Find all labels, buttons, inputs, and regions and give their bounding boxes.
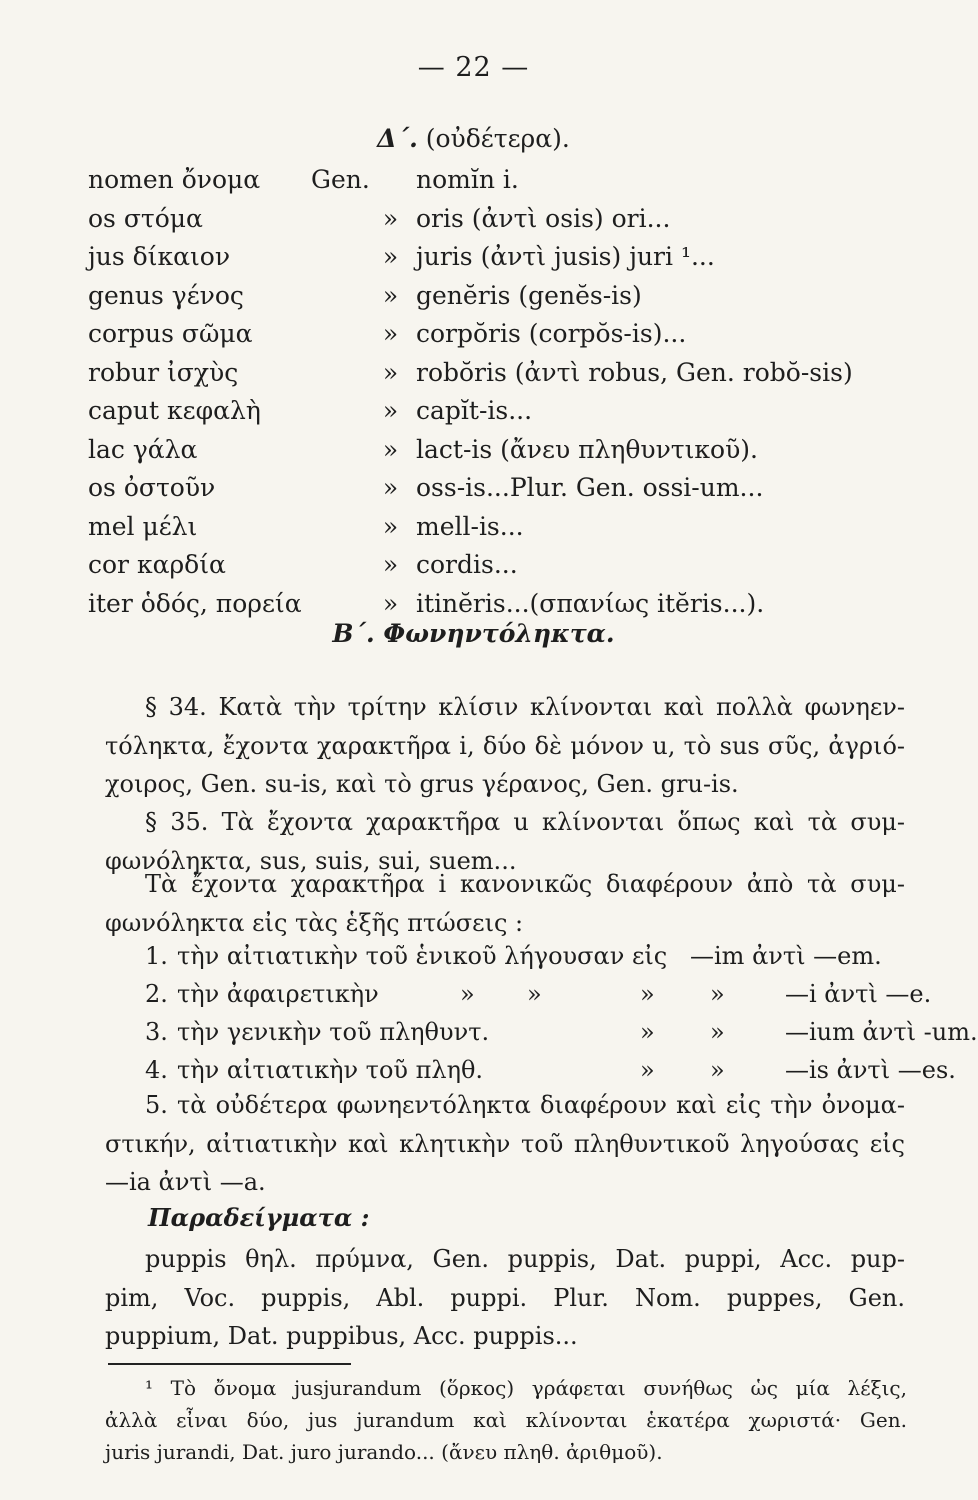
- rule-number: 2.: [145, 980, 168, 1008]
- section-title: (οὐδέτερα).: [425, 124, 570, 153]
- text-line: στικήν, αἰτιατικὴν καὶ κλητικὴν τοῦ πληθυντικοῦ ληγούσας εἰς: [105, 1129, 905, 1158]
- ditto-mark: »: [640, 1056, 655, 1084]
- examples-heading: Παραδείγματα :: [148, 1203, 370, 1232]
- text-line: puppium, Dat. puppibus, Acc. puppis...: [105, 1322, 578, 1350]
- case-label: »: [382, 203, 399, 233]
- nominative: genus γένος: [88, 280, 244, 310]
- genitive: juris (ἀντὶ jusis) juri ¹...: [416, 242, 715, 271]
- list-item: [105, 1018, 978, 1056]
- ditto-mark: »: [460, 980, 475, 1008]
- text-line: 5. τὰ οὐδέτερα φωνηεντόληκτα διαφέρουν καὶ εἰς τὴν ὀνομα-: [145, 1091, 905, 1119]
- footnote-divider: [108, 1363, 351, 1365]
- subheading-vowel-stems: Β΄. Φωνηντόληκτα.: [332, 619, 615, 648]
- case-label: »: [382, 280, 399, 310]
- text-line: Τὰ ἔχοντα χαρακτῆρα i κανονικῶς διαφέρουν ἀπὸ τὰ συμ-: [145, 870, 905, 898]
- case-label: »: [382, 588, 399, 618]
- text-line: puppis θηλ. πρύμνα, Gen. puppis, Dat. puppi, Acc. pup-: [145, 1245, 905, 1273]
- case-label: »: [382, 511, 399, 541]
- case-label: »: [382, 550, 399, 579]
- text-line: φωνόληκτα, sus, suis, sui, suem...: [105, 846, 517, 875]
- text-line: —ia ἀντὶ —a.: [105, 1168, 266, 1196]
- nominative: os ὀστοῦν: [88, 473, 216, 502]
- case-label: »: [382, 357, 399, 387]
- text-line: § 35. Τὰ ἔχοντα χαρακτῆρα u κλίνονται ὅπως καὶ τὰ συμ-: [145, 808, 905, 836]
- genitive: capĭt-is...: [416, 396, 533, 425]
- ditto-mark: »: [710, 1018, 725, 1046]
- genitive: cordis...: [416, 550, 518, 579]
- genitive: lact-is (ἄνευ πληθυντικοῦ).: [416, 434, 759, 464]
- rule-ending: —i ἀντὶ —e.: [785, 980, 932, 1008]
- section-heading: [0, 124, 947, 153]
- case-label: Gen.: [311, 165, 370, 194]
- text-line: ἀλλὰ εἶναι δύο, jus jurandum καὶ κλίνονται ἑκατέρα χωριστά· Gen.: [105, 1408, 907, 1432]
- nominative: os στόμα: [88, 203, 203, 233]
- rule-5: [105, 1086, 905, 1202]
- rule-text: τὴν ἀφαιρετικὴν: [177, 980, 379, 1008]
- rule-text: τὴν γενικὴν τοῦ πληθυντ.: [177, 1018, 490, 1046]
- rule-number: 1.: [145, 942, 168, 970]
- text-line: χοιρος, Gen. su-is, καὶ τὸ grus γέρανος, Gen. gru-is.: [105, 770, 739, 798]
- rule-ending: —ium ἀντὶ -um.: [785, 1018, 978, 1046]
- examples-paragraph: [105, 1240, 905, 1356]
- genitive: genĕris (genĕs-is): [416, 280, 642, 310]
- ditto-mark: »: [710, 1056, 725, 1084]
- nominative: caput κεφαλὴ: [88, 396, 261, 425]
- rule-number: 3.: [145, 1018, 168, 1046]
- nominative: mel μέλι: [88, 511, 198, 541]
- genitive: itinĕris...(σπανίως itĕris...).: [416, 588, 765, 618]
- ditto-mark: »: [640, 1018, 655, 1046]
- nominative: cor καρδία: [88, 550, 226, 579]
- rule-ending: —im ἀντὶ —em.: [690, 942, 882, 970]
- genitive: corpŏris (corpŏs-is)...: [416, 319, 687, 348]
- paragraph-i-stems: [105, 865, 905, 942]
- genitive: robŏris (ἀντὶ robus, Gen. robŏ-sis): [416, 357, 853, 387]
- rule-ending: —is ἀντὶ —es.: [785, 1056, 956, 1084]
- nominative: robur ἰσχὺς: [88, 357, 239, 387]
- list-item: [105, 980, 932, 1018]
- footnote: [105, 1372, 907, 1468]
- rule-text: τὴν αἰτιατικὴν τοῦ ἑνικοῦ λήγουσαν εἰς: [177, 942, 668, 970]
- case-label: »: [382, 434, 399, 464]
- ditto-mark: »: [640, 980, 655, 1008]
- nominative: nomen ὄνομα: [88, 165, 261, 194]
- case-label: »: [382, 242, 399, 271]
- text-line: φωνόληκτα εἰς τὰς ἑξῆς πτώσεις :: [105, 908, 524, 937]
- case-label: »: [382, 319, 399, 348]
- text-line: pim, Voc. puppis, Abl. puppi. Plur. Nom. puppes, Gen.: [105, 1283, 905, 1312]
- rules-list: [105, 942, 978, 1094]
- text-line: § 34. Κατὰ τὴν τρίτην κλίσιν κλίνονται καὶ πολλὰ φωνηεν-: [145, 693, 905, 721]
- page-number: — 22 —: [417, 52, 530, 83]
- list-item: [105, 942, 905, 980]
- rule-text: τὴν αἰτιατικὴν τοῦ πληθ.: [177, 1056, 484, 1084]
- text-line: juris jurandi, Dat. juro jurando... (ἄνευ πληθ. ἀριθμοῦ).: [105, 1440, 663, 1464]
- rule-number: 4.: [145, 1056, 168, 1084]
- nominative: lac γάλα: [88, 434, 198, 464]
- genitive: oss-is...Plur. Gen. ossi-um...: [416, 473, 764, 502]
- nominative: corpus σῶμα: [88, 319, 253, 348]
- ditto-mark: »: [710, 980, 725, 1008]
- text-line: ¹ Τὸ ὄνομα jusjurandum (ὅρκος) γράφεται συνήθως ὡς μία λέξις,: [145, 1376, 907, 1400]
- nominative: iter ὁδός, πορεία: [88, 588, 302, 618]
- case-label: »: [382, 396, 399, 425]
- genitive: oris (ἀντὶ osis) ori...: [416, 203, 671, 233]
- genitive: nomĭn i.: [416, 165, 519, 194]
- text-line: τόληκτα, ἔχοντα χαρακτῆρα i, δύο δὲ μόνον u, τὸ sus σῦς, ἀγριό-: [105, 731, 905, 760]
- paragraph-34: [105, 688, 905, 804]
- case-label: »: [382, 473, 399, 502]
- ditto-mark: »: [527, 980, 542, 1008]
- nominative: jus δίκαιον: [88, 242, 231, 271]
- section-letter: Δ΄.: [377, 124, 418, 153]
- genitive: mell-is...: [416, 511, 524, 541]
